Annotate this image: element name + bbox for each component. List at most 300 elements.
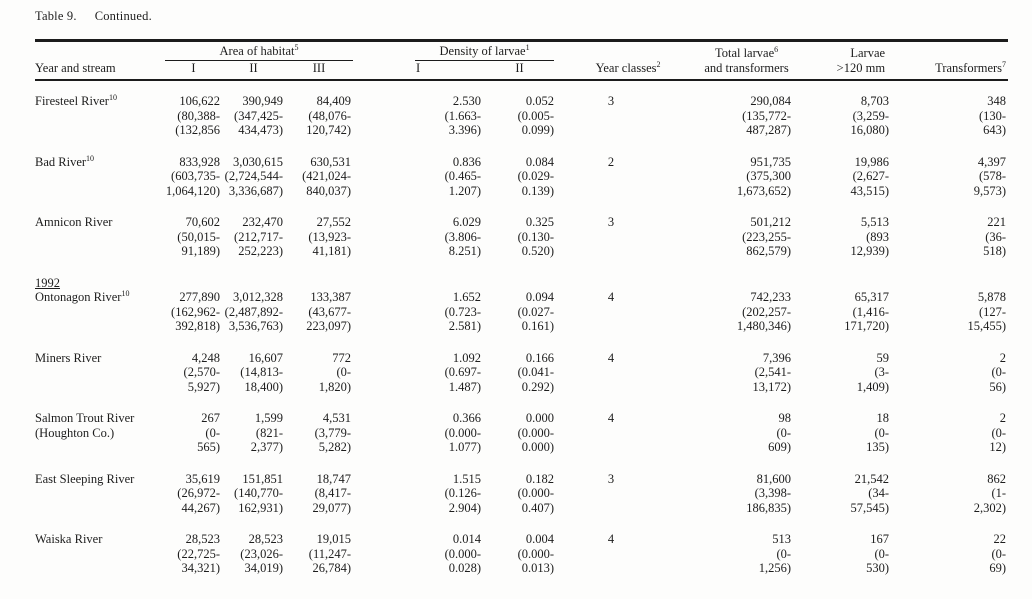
table-body	[35, 80, 1008, 593]
value-line: 22	[993, 532, 1007, 546]
value-line: 91,189)	[181, 244, 220, 258]
section-year-label: 1992	[35, 275, 60, 290]
stream-name: Firesteel River$^{10}$	[35, 92, 117, 108]
table-header	[35, 41, 1008, 81]
value-line: 1,409)	[856, 379, 890, 394]
area-I-cell	[165, 155, 222, 216]
stream-name: East Sleeping River	[35, 471, 135, 486]
value-line: 1.652	[452, 290, 482, 304]
density-I-cell	[353, 472, 483, 533]
value-line: 12,939)	[850, 244, 890, 258]
area-II-cell	[222, 80, 285, 155]
total-larvae-cell	[700, 155, 793, 216]
year-classes-cell	[556, 276, 700, 351]
density-II-cell	[483, 276, 556, 351]
value-line: 13,172)	[752, 379, 792, 394]
value-line: 4	[607, 532, 615, 546]
value-line: 0.013)	[521, 561, 555, 575]
value-line: 4,531	[322, 411, 352, 425]
value-line: (223,255-	[742, 229, 792, 244]
value-line: 120,742)	[306, 123, 352, 137]
value-line: 5,513	[860, 215, 890, 229]
stream-name-cell	[35, 80, 165, 155]
value-line: (0.465-	[444, 169, 482, 183]
value-line: 4,397	[977, 154, 1007, 169]
value-line: 277,890	[179, 290, 220, 304]
value-line: 44,267)	[181, 500, 220, 515]
value-line: 3	[607, 94, 615, 108]
value-line: 0.014	[452, 532, 482, 546]
density-I-cell	[353, 155, 483, 216]
value-line: 34,321)	[181, 561, 220, 575]
value-line: 267	[201, 411, 220, 425]
value-line: 0.139)	[521, 183, 555, 198]
value-line: (11,247-	[308, 546, 352, 561]
value-line: (821-	[255, 425, 283, 440]
value-line: 1.207)	[448, 183, 482, 198]
value-line: 84,409	[316, 94, 352, 108]
stream-name-cell	[35, 411, 165, 472]
value-line: (0-	[874, 546, 890, 561]
area-II-cell	[222, 351, 285, 412]
larvae-over-120mm-cell	[793, 411, 891, 472]
year-classes-cell	[556, 411, 700, 472]
value-line: 1.092	[452, 350, 482, 365]
larvae-over-120mm-cell	[793, 472, 891, 533]
subcol-density-I: I	[353, 61, 483, 80]
value-line: 7,396	[762, 350, 792, 365]
value-line: 6.029	[452, 215, 482, 229]
value-line: (127-	[978, 304, 1007, 319]
density-II-cell	[483, 532, 556, 593]
area-III-cell	[285, 80, 353, 155]
value-line: 35,619	[185, 471, 220, 486]
value-line: 0.366	[452, 411, 482, 425]
density-I-cell	[353, 351, 483, 412]
larvae-over-120mm-cell	[793, 215, 891, 276]
value-line: 2.530	[452, 94, 482, 108]
value-line: 0.325	[525, 215, 555, 229]
area-I-cell	[165, 276, 222, 351]
value-line: 565)	[197, 440, 220, 454]
value-line: 3.396)	[448, 123, 482, 137]
value-line: 133,387	[310, 290, 352, 304]
value-line: 2.904)	[448, 500, 482, 515]
value-line: 167	[870, 532, 890, 546]
col-header-larvae-over-120mm: Larvae >120 mm	[793, 41, 891, 81]
value-line: 392,818)	[175, 319, 220, 333]
value-line: 19,015	[316, 532, 352, 546]
value-line: 0.182	[525, 471, 555, 486]
value-line: (130-	[978, 108, 1007, 123]
density-II-cell	[483, 351, 556, 412]
col-group-density-of-larvae: Density of larvae$^1$	[353, 41, 556, 62]
value-line: 21,542	[854, 471, 890, 486]
value-line: 5,927)	[187, 379, 220, 394]
area-III-cell	[285, 351, 353, 412]
value-line: 1,064,120)	[165, 183, 220, 198]
area-III-cell	[285, 155, 353, 216]
stream-name-cell	[35, 276, 165, 351]
value-line: (3,259-	[852, 108, 890, 123]
value-line: 232,470	[242, 215, 283, 229]
value-line: (0-	[874, 425, 890, 440]
value-line: 0.084	[525, 154, 555, 169]
table-number: Table 9.	[35, 9, 77, 23]
value-line: (0.000-	[517, 486, 555, 500]
value-line: (43,677-	[308, 304, 352, 319]
value-line: 3,336,687)	[228, 183, 283, 198]
transformers-cell	[891, 532, 1008, 593]
value-line: (0.697-	[444, 365, 482, 379]
value-line: 487,287)	[746, 123, 792, 137]
stream-name: Bad River$^{10}$	[35, 153, 95, 169]
area-III-cell	[285, 215, 353, 276]
value-line: (0.130-	[517, 229, 555, 244]
larvae-over-120mm-cell	[793, 276, 891, 351]
value-line: 5,282)	[318, 440, 352, 454]
value-line: 43,515)	[850, 183, 890, 198]
stream-name: Ontonagon River$^{10}$	[35, 288, 130, 304]
total-larvae-cell	[700, 411, 793, 472]
value-line: 151,851	[242, 471, 283, 486]
value-line: 2,377)	[250, 440, 283, 454]
transformers-cell	[891, 472, 1008, 533]
year-classes-cell	[556, 215, 700, 276]
value-line: (0-	[776, 425, 792, 440]
density-I-cell	[353, 532, 483, 593]
value-line: 1,820)	[318, 379, 352, 394]
density-II-cell	[483, 472, 556, 533]
value-line: 1.487)	[448, 379, 482, 394]
footnote-marker: 5	[294, 42, 299, 52]
table-row	[35, 472, 1008, 533]
value-line: 1,256)	[758, 561, 792, 575]
table-row	[35, 411, 1008, 472]
value-line: 0.099)	[521, 123, 555, 137]
value-line: 70,602	[185, 215, 220, 229]
value-line: 530)	[866, 561, 890, 575]
table-row	[35, 80, 1008, 155]
value-line: (0-	[991, 546, 1007, 561]
value-line: 57,545)	[850, 500, 890, 515]
value-line: 1,673,652)	[736, 183, 792, 198]
value-line: 643)	[983, 123, 1007, 137]
value-line: (14,813-	[240, 365, 283, 379]
total-larvae-cell	[700, 80, 793, 155]
value-line: 772	[332, 350, 352, 365]
value-line: (603,735-	[171, 169, 220, 183]
value-line: 12)	[989, 440, 1007, 454]
value-line: 4,248	[191, 350, 220, 365]
subcol-area-III: III	[285, 61, 353, 80]
area-II-cell	[222, 411, 285, 472]
value-line: 221	[987, 215, 1007, 229]
value-line: 4	[607, 350, 615, 365]
value-line: 0.161)	[521, 319, 555, 333]
stream-name-cell	[35, 155, 165, 216]
value-line: 18	[876, 411, 890, 425]
density-I-cell	[353, 215, 483, 276]
stream-name-cell	[35, 532, 165, 593]
value-line: (0.029-	[517, 169, 555, 183]
value-line: 98	[778, 411, 792, 425]
density-II-cell	[483, 80, 556, 155]
table-row	[35, 276, 1008, 351]
value-line: 29,077)	[312, 500, 352, 515]
value-line: 1.077)	[448, 440, 482, 454]
total-larvae-cell	[700, 215, 793, 276]
value-line: (22,725-	[177, 546, 220, 561]
area-III-cell	[285, 276, 353, 351]
value-line: 390,949	[242, 94, 283, 108]
value-line: (0-	[336, 365, 352, 379]
col-header-year-classes: Year classes$^2$	[556, 41, 700, 81]
stream-name-cell	[35, 215, 165, 276]
value-line: (3-	[874, 365, 890, 379]
table-row	[35, 351, 1008, 412]
value-line: (132,856	[175, 123, 220, 137]
value-line: 59	[876, 350, 890, 365]
value-line: (162,962-	[171, 304, 220, 319]
stream-name: Miners River	[35, 350, 102, 365]
larvae-over-120mm-cell	[793, 351, 891, 412]
density-I-cell	[353, 276, 483, 351]
value-line: 162,931)	[238, 500, 283, 515]
year-classes-cell	[556, 155, 700, 216]
value-line: 223,097)	[306, 319, 352, 333]
value-line: (0.000-	[517, 546, 555, 561]
value-line: (3,398-	[754, 486, 792, 500]
value-line: 26,784)	[312, 561, 352, 575]
value-line: (202,257-	[742, 304, 792, 319]
area-I-cell	[165, 532, 222, 593]
table-row	[35, 532, 1008, 593]
footnote-marker: 10	[86, 153, 95, 163]
value-line: (1,416-	[852, 304, 890, 319]
value-line: 2.581)	[448, 319, 482, 333]
value-line: 2	[999, 350, 1007, 365]
value-line: (578-	[978, 169, 1007, 183]
value-line: 65,317	[854, 290, 890, 304]
density-I-cell	[353, 411, 483, 472]
value-line: 0.052	[525, 94, 555, 108]
table-row	[35, 155, 1008, 216]
value-line: 0.292)	[521, 379, 555, 394]
value-line: (23,026-	[240, 546, 283, 561]
value-line: (0-	[991, 365, 1007, 379]
value-line: (2,724,544-	[224, 169, 283, 183]
col-header-year-and-stream: Year and stream	[35, 41, 165, 81]
area-III-cell	[285, 532, 353, 593]
value-line: (48,076-	[308, 108, 352, 123]
value-line: 0.094	[525, 290, 555, 304]
value-line: (36-	[985, 229, 1007, 244]
area-III-cell	[285, 411, 353, 472]
transformers-cell	[891, 351, 1008, 412]
value-line: (0.000-	[444, 425, 482, 440]
transformers-cell	[891, 80, 1008, 155]
value-line: (80,388-	[177, 108, 220, 123]
value-line: (0-	[205, 425, 220, 440]
subcol-area-I: I	[165, 61, 222, 80]
density-II-cell	[483, 215, 556, 276]
value-line: 16,080)	[850, 123, 890, 137]
value-line: 0.004	[525, 532, 555, 546]
footnote-marker: 6	[774, 44, 779, 54]
density-II-cell	[483, 155, 556, 216]
value-line: (13,923-	[308, 229, 352, 244]
value-line: (8,417-	[314, 486, 352, 500]
value-line: 862,579)	[746, 244, 792, 258]
value-line: 18,747	[316, 471, 352, 486]
value-line: 0.000	[525, 411, 555, 425]
value-line: 4	[607, 290, 615, 304]
area-II-cell	[222, 276, 285, 351]
value-line: 41,181)	[312, 244, 352, 258]
value-line: 186,835)	[746, 500, 792, 515]
value-line: 69)	[989, 561, 1007, 575]
total-larvae-cell	[700, 472, 793, 533]
value-line: (0.005-	[517, 108, 555, 123]
value-line: (375,300	[746, 169, 792, 183]
value-line: 742,233	[750, 290, 792, 304]
value-line: (135,772-	[742, 108, 792, 123]
area-I-cell	[165, 472, 222, 533]
value-line: 501,212	[750, 215, 792, 229]
value-line: 171,720)	[844, 319, 890, 333]
value-line: (893	[866, 229, 890, 244]
value-line: 28,523	[248, 532, 283, 546]
value-line: 19,986	[854, 154, 890, 169]
transformers-cell	[891, 215, 1008, 276]
value-line: (421,024-	[302, 169, 352, 183]
value-line: 8.251)	[448, 244, 482, 258]
value-line: (0-	[991, 425, 1007, 440]
transformers-cell	[891, 276, 1008, 351]
value-line: 434,473)	[238, 123, 283, 137]
stream-name-cell	[35, 472, 165, 533]
footnote-marker: 10	[108, 92, 117, 102]
value-line: 0.000)	[521, 440, 555, 454]
year-classes-cell	[556, 351, 700, 412]
value-line: 135)	[866, 440, 890, 454]
value-line: 0.166	[525, 350, 555, 365]
value-line: 3,012,328	[233, 290, 283, 304]
value-line: 0.028)	[448, 561, 482, 575]
year-classes-cell	[556, 472, 700, 533]
value-line: (347,425-	[234, 108, 283, 123]
value-line: 2	[607, 154, 615, 169]
area-I-cell	[165, 411, 222, 472]
value-line: (2,487,892-	[224, 304, 283, 319]
col-header-total-larvae-and-transformers: Total larvae$^6$ and transformers	[700, 41, 793, 81]
value-line: 630,531	[310, 154, 352, 169]
value-line: (0.000-	[517, 425, 555, 440]
area-I-cell	[165, 351, 222, 412]
value-line: 1,480,346)	[736, 319, 792, 333]
stream-name-cell	[35, 351, 165, 412]
value-line: (0.000-	[444, 546, 482, 561]
footnote-marker: 10	[121, 288, 130, 298]
density-II-cell	[483, 411, 556, 472]
footnote-marker: 2	[656, 59, 661, 69]
value-line: 18,400)	[244, 379, 283, 394]
year-classes-cell	[556, 532, 700, 593]
col-group-area-of-habitat: Area of habitat$^5$	[165, 41, 353, 62]
value-line: 3	[607, 471, 615, 486]
transformers-cell	[891, 155, 1008, 216]
value-line: (2,541-	[754, 365, 792, 379]
value-line: 833,928	[179, 154, 220, 169]
value-line: 4	[607, 411, 615, 425]
value-line: 34,019)	[244, 561, 283, 575]
value-line: (0.723-	[444, 304, 482, 319]
year-classes-cell	[556, 80, 700, 155]
table-title	[35, 9, 1032, 24]
total-larvae-cell	[700, 276, 793, 351]
value-line: 2,302)	[973, 500, 1007, 515]
subcol-density-II: II	[483, 61, 556, 80]
col-header-transformers: Transformers$^7$	[891, 41, 1008, 81]
area-I-cell	[165, 215, 222, 276]
value-line: 609)	[768, 440, 792, 454]
value-line: (3,779-	[314, 425, 352, 440]
value-line: (34-	[868, 486, 890, 500]
value-line: 9,573)	[973, 183, 1007, 198]
area-II-cell	[222, 472, 285, 533]
value-line: 28,523	[185, 532, 220, 546]
table-row	[35, 215, 1008, 276]
subcol-area-II: II	[222, 61, 285, 80]
value-line: (26,972-	[177, 486, 220, 500]
area-II-cell	[222, 155, 285, 216]
value-line: 951,735	[750, 154, 792, 169]
value-line: (0.041-	[517, 365, 555, 379]
larvae-over-120mm-cell	[793, 155, 891, 216]
value-line: 27,552	[316, 215, 352, 229]
transformers-cell	[891, 411, 1008, 472]
value-line: 15,455)	[967, 319, 1007, 333]
larvae-over-120mm-cell	[793, 532, 891, 593]
value-line: (2,570-	[183, 365, 220, 379]
value-line: 3,536,763)	[228, 319, 283, 333]
value-line: 0.836	[452, 154, 482, 169]
stream-name: Amnicon River	[35, 215, 113, 229]
area-III-cell	[285, 472, 353, 533]
value-line: 2	[999, 411, 1007, 425]
value-line: 840,037)	[306, 183, 352, 198]
footnote-marker: 7	[1002, 59, 1007, 69]
area-II-cell	[222, 532, 285, 593]
total-larvae-cell	[700, 532, 793, 593]
value-line: (3.806-	[444, 229, 482, 244]
footnote-marker: 1	[525, 42, 530, 52]
value-line: 8,703	[860, 94, 890, 108]
value-line: (0.126-	[444, 486, 482, 500]
value-line: 1.515	[452, 471, 482, 486]
value-line: 3	[607, 215, 615, 229]
value-line: 0.407)	[521, 500, 555, 515]
area-I-cell	[165, 80, 222, 155]
data-table	[35, 39, 1008, 593]
value-line: 56)	[989, 379, 1007, 394]
value-line: (50,015-	[177, 229, 220, 244]
total-larvae-cell	[700, 351, 793, 412]
value-line: 16,607	[248, 350, 283, 365]
stream-name-line2: (Houghton Co.)	[35, 425, 115, 440]
value-line: (1-	[991, 486, 1007, 500]
